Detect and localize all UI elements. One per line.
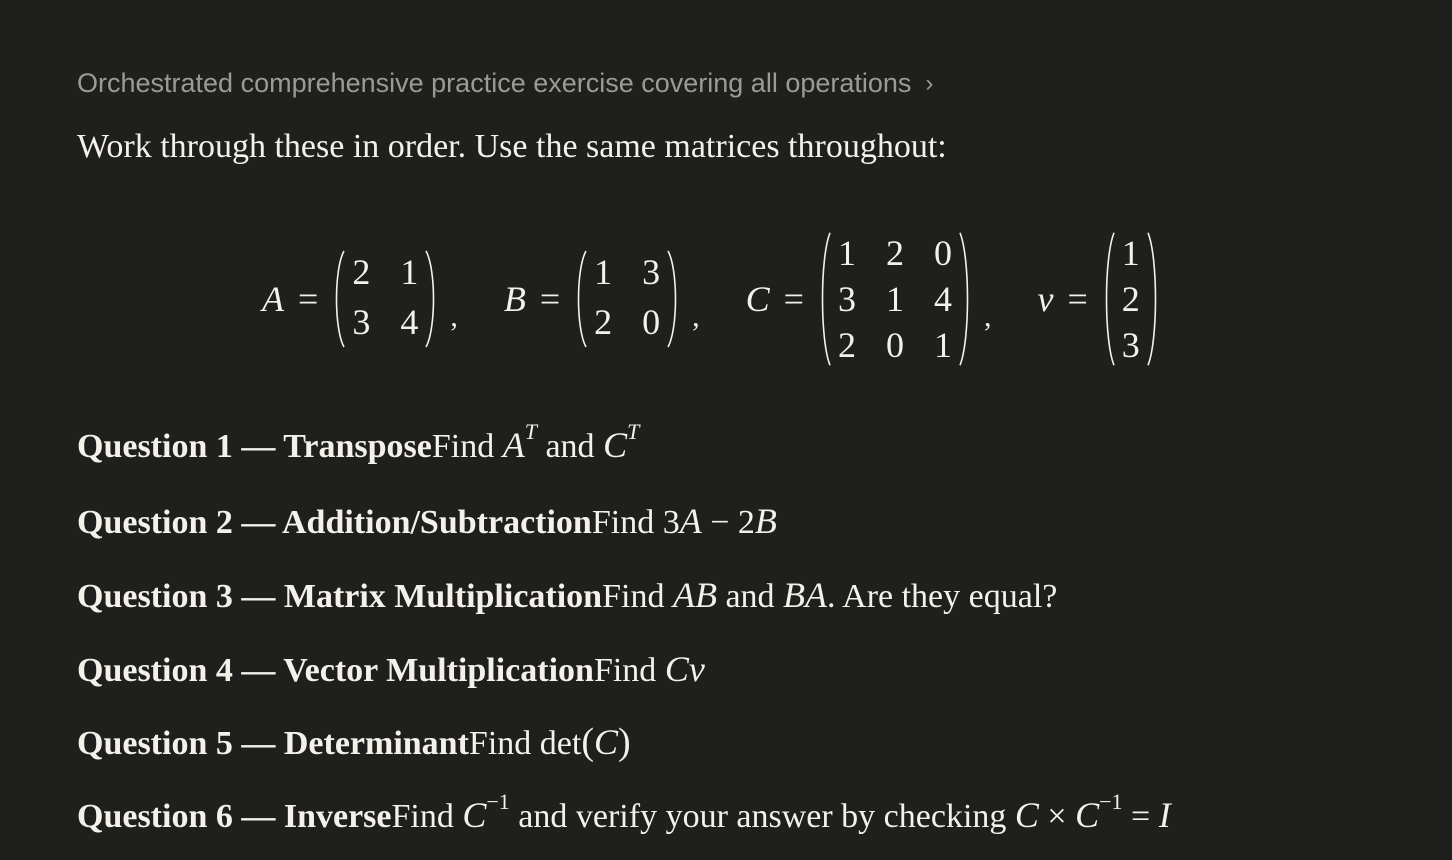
math-operator: × xyxy=(1038,798,1076,835)
matrix-cell: 1 xyxy=(885,279,904,319)
math-term: C xyxy=(603,425,628,465)
left-paren xyxy=(574,249,588,349)
math-term: C xyxy=(1075,795,1100,835)
question-title: Question 3 — Matrix Multiplication xyxy=(77,578,603,615)
matrix-cell: 3 xyxy=(837,279,856,319)
math-term: I xyxy=(1158,795,1171,835)
question-title: Question 5 — Determinant xyxy=(77,725,469,762)
question-instruction: Find xyxy=(591,504,655,541)
math-coefficient: 2 xyxy=(737,504,755,541)
matrix-cell: 2 xyxy=(1121,279,1140,319)
question-instruction: Find xyxy=(602,578,665,615)
matrix-cell: 2 xyxy=(594,302,613,342)
math-function: det xyxy=(539,725,582,762)
matrix-definitions xyxy=(262,224,1160,374)
math-operator: = xyxy=(1122,798,1159,835)
question-text: and verify your answer by checking xyxy=(509,798,1015,835)
matrix-cell: 1 xyxy=(400,252,419,292)
matrix-cell: 1 xyxy=(837,233,856,273)
matrix-cell: 3 xyxy=(1121,325,1140,365)
question-instruction: Find xyxy=(468,725,532,762)
matrix xyxy=(818,230,972,368)
question-text: and xyxy=(716,578,784,615)
math-superscript: T xyxy=(524,418,537,444)
math-term: Cv xyxy=(664,649,705,689)
question-1 xyxy=(77,418,640,466)
math-operator: − xyxy=(701,504,738,541)
matrix-cell: 3 xyxy=(352,302,371,342)
math-coefficient: 3 xyxy=(662,504,680,541)
math-term: C xyxy=(593,722,618,762)
question-6 xyxy=(77,788,1171,836)
matrix-cell: 3 xyxy=(642,252,661,292)
matrix-cell: 1 xyxy=(1121,233,1140,273)
math-term: AB xyxy=(672,575,717,615)
question-5: Question 5 — DeterminantFind det(C) xyxy=(77,721,631,763)
equals-sign: = xyxy=(298,279,319,319)
matrix-cell: 1 xyxy=(933,325,952,365)
math-term: A xyxy=(502,425,525,465)
question-4 xyxy=(77,648,705,690)
matrix-cell: 0 xyxy=(642,302,661,342)
question-text: . Are they equal? xyxy=(827,578,1058,615)
left-paren xyxy=(332,249,346,349)
matrix-cell: 2 xyxy=(837,325,856,365)
matrix-cell: 2 xyxy=(352,252,371,292)
question-instruction: Find xyxy=(391,798,454,835)
matrix-name: C xyxy=(745,279,770,319)
matrix-cell: 0 xyxy=(933,233,952,273)
matrix-cell: 4 xyxy=(400,302,419,342)
right-paren xyxy=(1146,230,1160,368)
question-title: Question 1 — Transpose xyxy=(77,428,432,465)
left-paren xyxy=(1102,230,1116,368)
question-title: Question 6 — Inverse xyxy=(77,798,392,835)
right-paren xyxy=(958,230,972,368)
math-term: C xyxy=(462,795,487,835)
equals-sign: = xyxy=(1067,279,1088,319)
matrix xyxy=(332,249,438,349)
question-instruction: Find xyxy=(431,428,495,465)
math-superscript: T xyxy=(627,418,640,444)
thinking-summary-label: Orchestrated comprehensive practice exercise covering all operations xyxy=(77,68,912,98)
matrix-name: B xyxy=(503,279,526,319)
question-title: Question 2 — Addition/Subtraction xyxy=(77,504,592,541)
math-superscript: −1 xyxy=(1099,788,1123,814)
comma: , xyxy=(983,300,992,333)
math-term: A xyxy=(679,501,702,541)
math-superscript: −1 xyxy=(486,788,510,814)
right-paren xyxy=(424,249,438,349)
matrix-cell: 2 xyxy=(885,233,904,273)
left-paren xyxy=(818,230,832,368)
question-instruction: Find xyxy=(593,652,657,689)
matrix-name: v xyxy=(1037,279,1054,319)
comma: , xyxy=(450,300,458,333)
equals-sign: = xyxy=(539,279,561,319)
thinking-summary-toggle[interactable] xyxy=(77,68,933,99)
question-3 xyxy=(77,574,1057,616)
matrix-cell: 0 xyxy=(885,325,904,365)
right-paren xyxy=(666,249,680,349)
intro-text: Work through these in order. Use the same matrices throughout: xyxy=(77,128,947,165)
math-term: BA xyxy=(783,575,828,615)
question-text: and xyxy=(536,428,604,465)
equals-sign: = xyxy=(783,279,804,319)
question-title: Question 4 — Vector Multiplication xyxy=(77,652,594,689)
math-term: C xyxy=(1014,795,1039,835)
question-2 xyxy=(77,500,777,542)
matrix-name: A xyxy=(262,279,284,319)
matrix xyxy=(1102,230,1160,368)
chevron-right-icon: › xyxy=(925,69,934,97)
matrix-cell: 1 xyxy=(594,252,613,292)
matrix xyxy=(574,249,680,349)
comma: , xyxy=(692,300,700,333)
math-term: B xyxy=(754,501,777,541)
matrix-cell: 4 xyxy=(933,279,952,319)
